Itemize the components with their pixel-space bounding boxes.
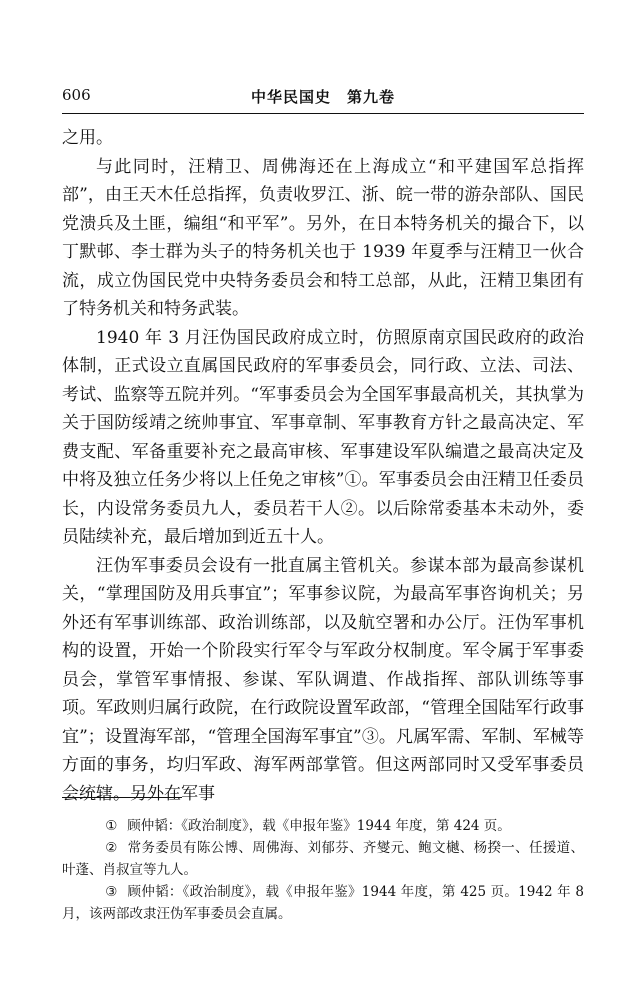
footnote-text: 常务委员有陈公博、周佛海、刘郁芬、齐燮元、鲍文樾、杨揆一、任援道、叶蓬、肖叔宣等九人。	[62, 840, 584, 878]
footnote	[62, 837, 584, 881]
footnote-marker: ③	[105, 884, 118, 900]
footnote-text: 顾仲韬：《政治制度》，载《申报年鉴》1944 年度，第 424 页。	[127, 818, 511, 834]
footnotes	[62, 815, 584, 925]
paragraph-continuation: 之用。	[62, 128, 113, 148]
footnote-text: 顾仲韬：《政治制度》，载《申报年鉴》1944 年度，第 425 页。1942 年 8 月，该两部改隶汪伪军事委员会直属。	[62, 884, 584, 922]
footnote-marker: ①	[105, 818, 118, 834]
body-text	[62, 124, 584, 808]
footnote	[62, 881, 584, 925]
page-number: 606	[62, 86, 91, 104]
footnote-rule	[62, 797, 182, 798]
paragraph: 与此同时，汪精卫、周佛海还在上海成立“和平建国军总指挥部”，由王天木任总指挥，负责收罗江、浙、皖一带的游杂部队、国民党溃兵及土匪，编组“和平军”。另外，在日本特务机关的撮合下，以丁默邨、李士群为头子的特务机关也于 1939 年夏季与汪精卫一伙合流，成立伪国民党中央特务委员会和特工总部，从此，汪精卫集团有了特务机关和特务武装。	[62, 156, 584, 319]
running-head: 中华民国史 第九卷	[250, 88, 395, 106]
page-header	[62, 86, 584, 110]
paragraph: 汪伪军事委员会设有一批直属主管机关。参谋本部为最高参谋机关，“掌理国防及用兵事宜”；军事参议院，为最高军事咨询机关；另外还有军事训练部、政治训练部，以及航空署和办公厅。汪伪军事机构的设置，开始一个阶段实行军令与军政分权制度。军令属于军事委员会，掌管军事情报、参谋、军队调遣、作战指挥、部队训练等事项。军政则归属行政院，在行政院设置军政部，“管理全国陆军行政事宜”；设置海军部，“管理全国海军事宜”③。凡属军需、军制、军械等方面的事务，均归军政、海军两部掌管。但这两部同时又受军事委员会统辖。另外在军事	[62, 555, 584, 804]
footnote-marker: ②	[105, 840, 118, 856]
paragraph: 1940 年 3 月汪伪国民政府成立时，仿照原南京国民政府的政治体制，正式设立直属国民政府的军事委员会，同行政、立法、司法、考试、监察等五院并列。“军事委员会为全国军事最高机关，其执掌为关于国防绥靖之统帅事宜、军事章制、军事教育方针之最高决定、军费支配、军备重要补充之最高审核、军事建设军队编遣之最高决定及中将及独立任务少将以上任免之审核”①。军事委员会由汪精卫任委员长，内设常务委员九人，委员若干人②。以后除常委基本未动外，委员陆续补充，最后增加到近五十人。	[62, 327, 584, 547]
footnote	[62, 815, 584, 837]
header-rule	[62, 113, 584, 114]
